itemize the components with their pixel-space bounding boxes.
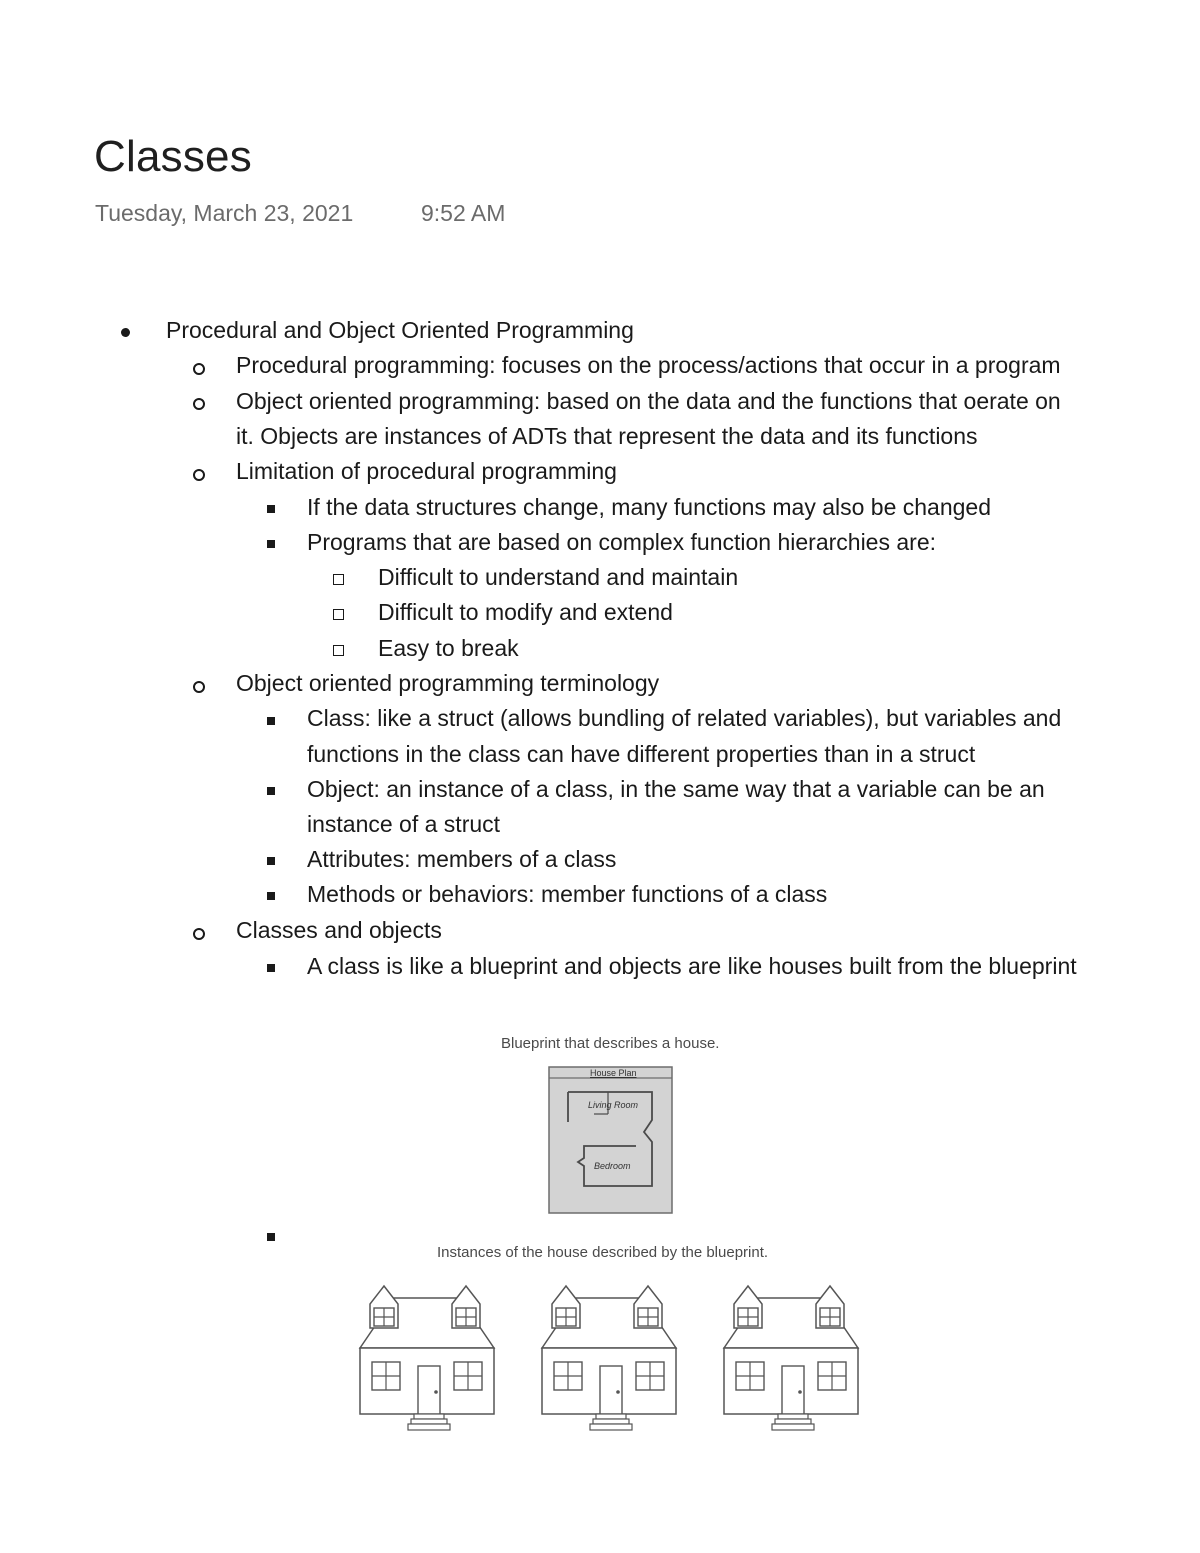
bullet-circle bbox=[193, 398, 205, 410]
outline-item-term-methods: Methods or behaviors: member functions of a class bbox=[307, 881, 828, 907]
bullet-square bbox=[267, 964, 275, 972]
bullet-square bbox=[267, 892, 275, 900]
bullet-square bbox=[267, 505, 275, 513]
outline-item-term-object-line1: Object: an instance of a class, in the same way that a variable can be an bbox=[307, 776, 1045, 802]
bullet-square bbox=[267, 540, 275, 548]
outline-item-terminology: Object oriented programming terminology bbox=[236, 670, 660, 696]
bedroom-label: Bedroom bbox=[594, 1161, 631, 1171]
outline-item-term-object-line2: instance of a struct bbox=[307, 811, 501, 837]
instances-caption: Instances of the house described by the blueprint. bbox=[437, 1244, 769, 1261]
outline-item-procedural: Procedural programming: focuses on the process/actions that occur in a program bbox=[236, 352, 1061, 378]
house-plan-title: House Plan bbox=[590, 1068, 637, 1078]
outline-item-blueprint: A class is like a blueprint and objects are like houses built from the blueprint bbox=[307, 953, 1077, 979]
outline-item-term-class-line2: functions in the class can have different properties than in a struct bbox=[307, 741, 976, 767]
bullet-circle bbox=[193, 469, 205, 481]
outline-item-oop-line2: it. Objects are instances of ADTs that represent the data and its functions bbox=[236, 423, 978, 449]
house-instances bbox=[356, 1280, 868, 1436]
outline-item-hier-2: Difficult to modify and extend bbox=[378, 599, 673, 625]
outline-item-limitation-1: If the data structures change, many functions may also be changed bbox=[307, 494, 992, 520]
outline-item-limitation-2: Programs that are based on complex function hierarchies are: bbox=[307, 529, 936, 555]
bullet-circle bbox=[193, 363, 205, 375]
bullet-square bbox=[267, 857, 275, 865]
bullet-open-square bbox=[333, 645, 344, 656]
outline-item-term-class-line1: Class: like a struct (allows bundling of related variables), but variables and bbox=[307, 705, 1062, 731]
bullet-square bbox=[267, 787, 275, 795]
page-meta bbox=[95, 200, 506, 227]
living-room-label: Living Room bbox=[588, 1100, 639, 1110]
bullet-circle bbox=[193, 681, 205, 693]
outline-item-oop-line1: Object oriented programming: based on the data and the functions that oerate on bbox=[236, 388, 1061, 414]
bullet-disc bbox=[121, 328, 130, 337]
outline-item-limitation: Limitation of procedural programming bbox=[236, 458, 617, 484]
outline-item-term-attributes: Attributes: members of a class bbox=[307, 846, 617, 872]
bullet-circle bbox=[193, 928, 205, 940]
bullet-open-square bbox=[333, 609, 344, 620]
blueprint-caption: Blueprint that describes a house. bbox=[501, 1035, 720, 1052]
bullet-square bbox=[267, 1233, 275, 1241]
page-date: Tuesday, March 23, 2021 bbox=[95, 200, 354, 226]
page-time: 9:52 AM bbox=[421, 200, 506, 226]
outline-item-hier-1: Difficult to understand and maintain bbox=[378, 564, 739, 590]
outline-item-classes-objects: Classes and objects bbox=[236, 917, 442, 943]
page-title: Classes bbox=[94, 132, 252, 181]
outline-item-l1: Procedural and Object Oriented Programming bbox=[166, 317, 634, 343]
bullet-square bbox=[267, 717, 275, 725]
bullet-open-square bbox=[333, 574, 344, 585]
outline-item-hier-3: Easy to break bbox=[378, 635, 519, 661]
blueprint-figure bbox=[548, 1066, 674, 1216]
